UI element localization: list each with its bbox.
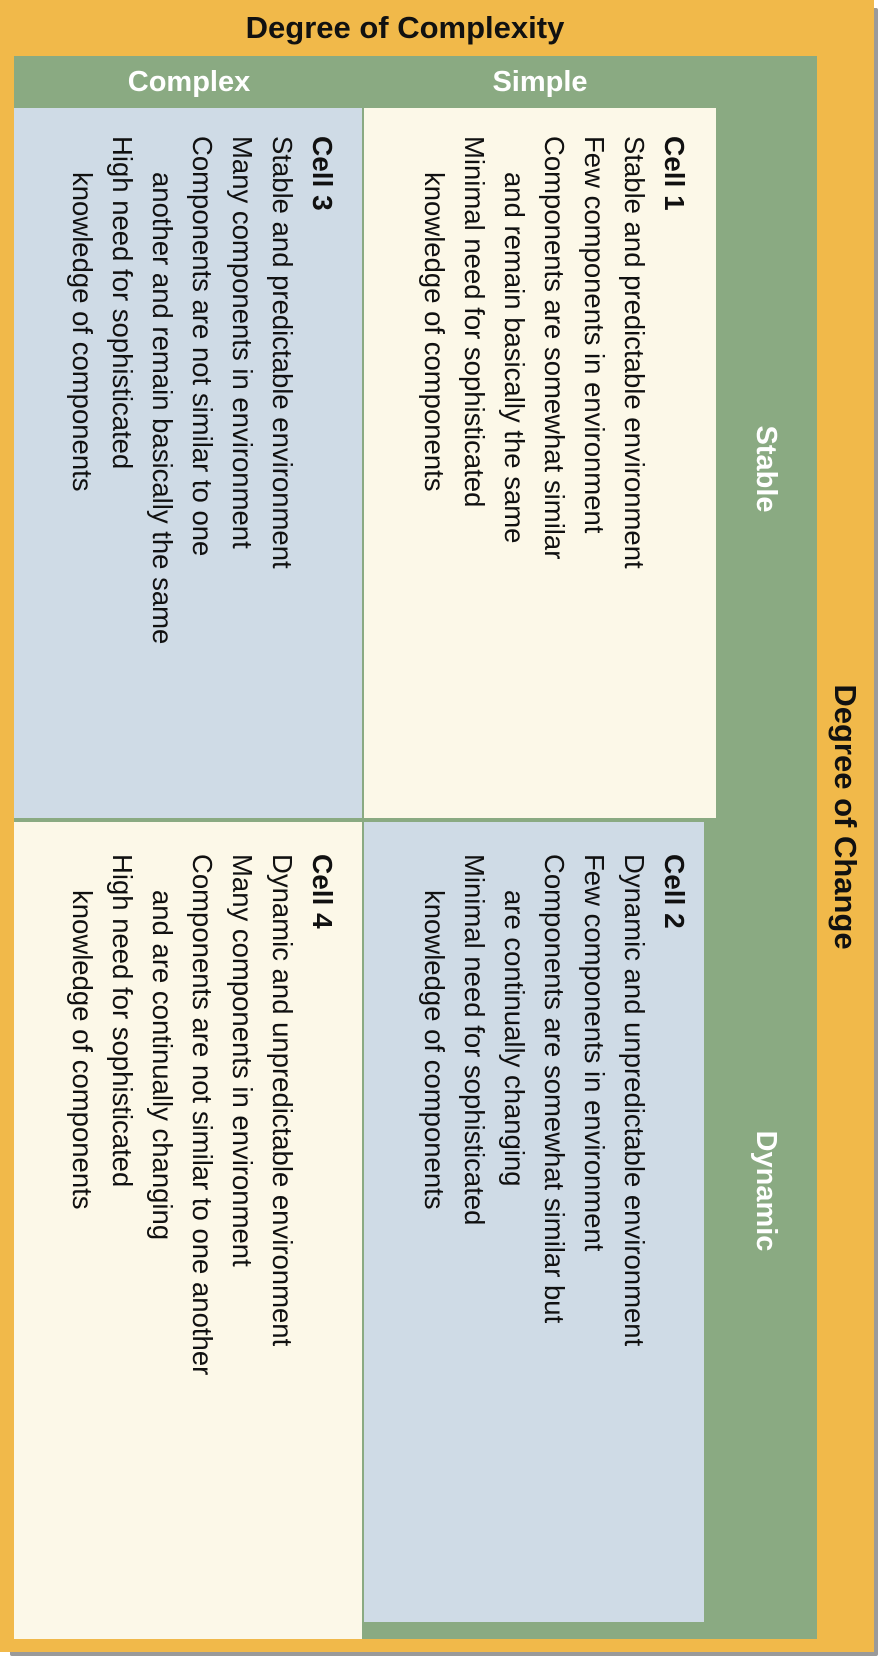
cell-1-line: Stable and predictable environment: [619, 136, 650, 569]
complexity-title: Degree of Complexity: [245, 10, 565, 45]
cell-3-line: Stable and predictable environment: [267, 136, 298, 569]
cell-2-line: Components are somewhat similar but: [539, 854, 570, 1324]
cell-3-line: High need for sophisticated: [107, 136, 138, 470]
cell-3-line: another and remain basically the same: [147, 172, 178, 645]
cell-4: [14, 822, 362, 1639]
cell-grid: [14, 108, 716, 1639]
cell-1-line: knowledge of components: [419, 172, 450, 492]
cell-3-line: Many components in environment: [227, 136, 258, 549]
cell-4-line: Components are not similar to one another: [187, 854, 218, 1376]
cell-4-title: Cell 4: [307, 854, 338, 929]
dynamic-row-label: Dynamic: [750, 1130, 783, 1252]
cell-1-line: Minimal need for sophisticated: [459, 136, 490, 508]
cell-4-line: and are continually changing: [147, 890, 178, 1241]
cell-4-line: Many components in environment: [227, 854, 258, 1267]
cell-4-line: Dynamic and unpredictable environment: [267, 854, 298, 1347]
cell-1-line: Components are somewhat similar: [539, 136, 570, 560]
complex-column-label: Complex: [127, 65, 251, 98]
cell-2-line: are continually changing: [499, 890, 530, 1187]
cell-1-title: Cell 1: [659, 136, 690, 211]
cell-4-line: High need for sophisticated: [107, 854, 138, 1188]
cell-2: [364, 822, 704, 1622]
cell-1-line: Few components in environment: [579, 136, 610, 534]
cell-3: [14, 108, 362, 818]
cell-1-line: and remain basically the same: [499, 172, 530, 544]
cell-2-title: Cell 2: [659, 854, 690, 929]
cell-2-line: Minimal need for sophisticated: [459, 854, 490, 1226]
change-title: Degree of Change: [828, 684, 863, 950]
cell-3-line: knowledge of components: [67, 172, 98, 492]
cell-4-line: knowledge of components: [67, 890, 98, 1210]
cell-2-line: Dynamic and unpredictable environment: [619, 854, 650, 1347]
cell-3-title: Cell 3: [307, 136, 338, 211]
cell-1: [364, 108, 716, 818]
stable-row-label: Stable: [750, 425, 783, 513]
cell-2-line: Few components in environment: [579, 854, 610, 1252]
simple-column-label: Simple: [492, 65, 588, 98]
cell-3-line: Components are not similar to one: [187, 136, 218, 557]
cell-2-line: knowledge of components: [419, 890, 450, 1210]
